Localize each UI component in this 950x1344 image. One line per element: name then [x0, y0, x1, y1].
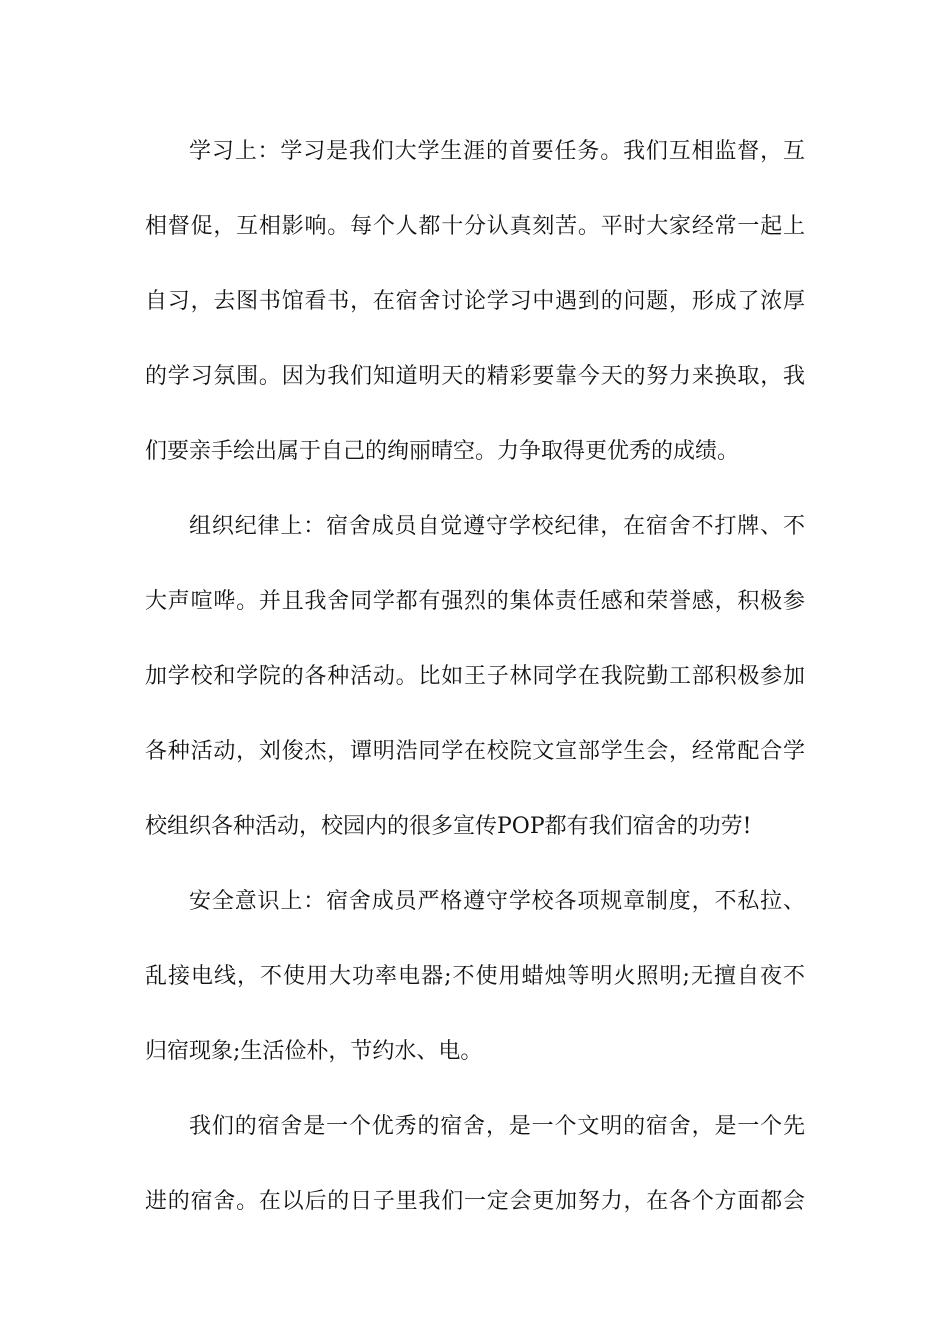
paragraph-line: 的学习氛围。因为我们知道明天的精彩要靠今天的努力来换取，我	[145, 364, 805, 389]
paragraph-study	[145, 127, 805, 502]
document-body	[145, 127, 805, 1252]
paragraph-line: 们要亲手绘出属于自己的绚丽晴空。力争取得更优秀的成绩。	[145, 439, 740, 464]
paragraph-line: 乱接电线，不使用大功率电器;不使用蜡烛等明火照明;无擅自夜不	[145, 964, 805, 989]
paragraph-line: 安全意识上：宿舍成员严格遵守学校各项规章制度，不私拉、	[189, 889, 805, 914]
paragraph-line: 学习上：学习是我们大学生涯的首要任务。我们互相监督，互	[189, 139, 805, 164]
paragraph-line: 各种活动，刘俊杰，谭明浩同学在校院文宣部学生会，经常配合学	[145, 739, 805, 764]
paragraph-line: 进的宿舍。在以后的日子里我们一定会更加努力，在各个方面都会	[145, 1189, 805, 1214]
paragraph-discipline	[145, 502, 805, 877]
paragraph-conclusion	[145, 1102, 805, 1252]
paragraph-line: 加学校和学院的各种活动。比如王子林同学在我院勤工部积极参加	[145, 664, 805, 689]
paragraph-line: 我们的宿舍是一个优秀的宿舍，是一个文明的宿舍，是一个先	[189, 1114, 805, 1139]
paragraph-line: 组织纪律上：宿舍成员自觉遵守学校纪律，在宿舍不打牌、不	[189, 514, 805, 539]
paragraph-line: 校组织各种活动，校园内的很多宣传POP都有我们宿舍的功劳!	[145, 814, 752, 839]
paragraph-safety	[145, 877, 805, 1102]
paragraph-line: 归宿现象;生活俭朴，节约水、电。	[145, 1039, 483, 1064]
paragraph-line: 自习，去图书馆看书，在宿舍讨论学习中遇到的问题，形成了浓厚	[145, 289, 805, 314]
paragraph-line: 相督促，互相影响。每个人都十分认真刻苦。平时大家经常一起上	[145, 214, 805, 239]
paragraph-line: 大声喧哗。并且我舍同学都有强烈的集体责任感和荣誉感，积极参	[145, 589, 805, 614]
